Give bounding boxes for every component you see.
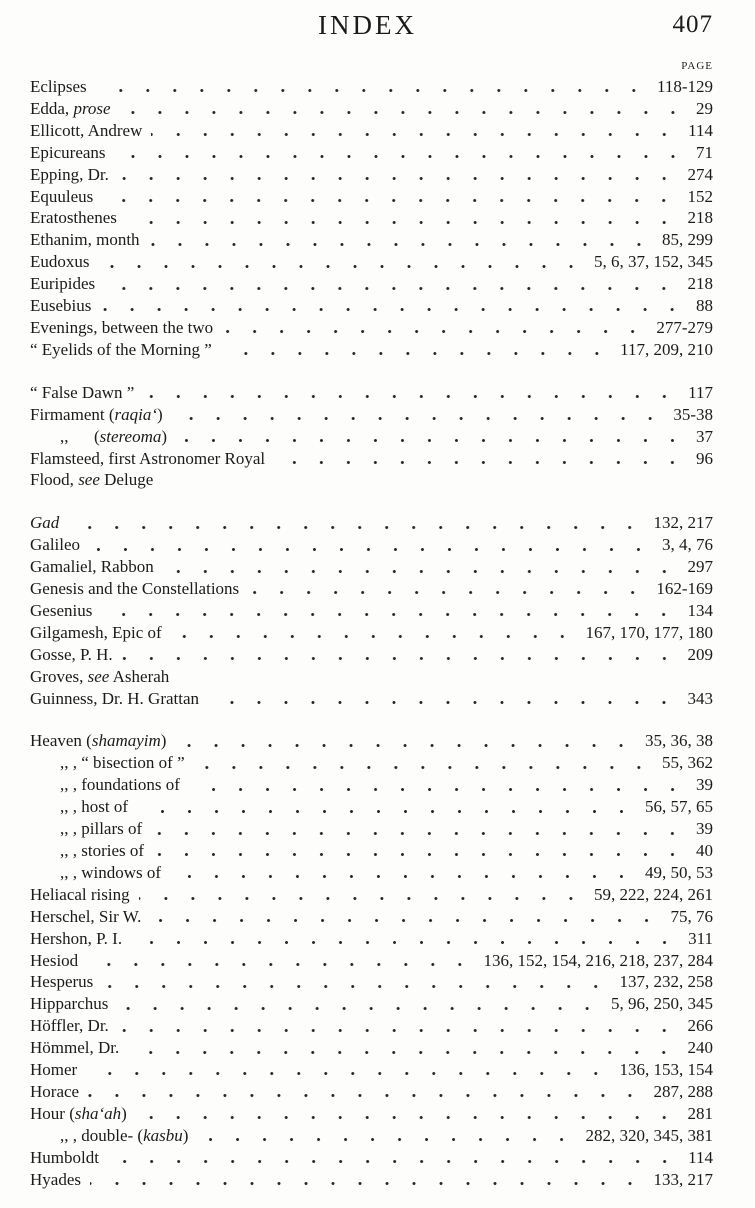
entry-pages: 59, 222, 224, 261 <box>594 884 713 904</box>
entry-label: ,, , “ bisection of ” <box>60 753 185 773</box>
entry-label: Gilgamesh, Epic of <box>30 622 162 642</box>
dot-leader <box>96 76 647 98</box>
index-entry <box>30 534 713 556</box>
entry-label: Flood, see Deluge <box>30 470 154 490</box>
entry-label: Eusebius <box>30 296 92 316</box>
page-number: 407 <box>672 11 713 38</box>
entry-label: Groves, see Asherah <box>30 666 170 686</box>
entry-pages: 209 <box>687 644 713 664</box>
page-column-label: PAGE <box>681 60 713 72</box>
entry-pages: 49, 50, 53 <box>645 862 713 882</box>
page-title: INDEX <box>318 10 418 40</box>
entry-label: Horace <box>30 1081 80 1101</box>
dot-leader <box>126 207 678 229</box>
index-entry <box>30 120 713 142</box>
entry-pages: 218 <box>687 274 713 294</box>
entry-label: Homer <box>30 1060 78 1080</box>
entry-pages: 287, 288 <box>653 1081 713 1101</box>
entry-label: Gad <box>30 513 60 533</box>
dot-leader <box>151 818 686 840</box>
index-entry <box>30 644 713 666</box>
index-entry <box>30 862 713 884</box>
index-entry <box>30 796 713 818</box>
entry-pages: 35-38 <box>673 404 713 424</box>
entry-label: Hesiod <box>30 950 79 970</box>
entry-label: ,, , stories of <box>60 841 145 860</box>
entry-label: ,, , host of <box>60 797 128 817</box>
entry-pages: 274 <box>687 164 713 184</box>
entry-label: Hyades <box>30 1169 81 1189</box>
entry-label: Hipparchus <box>30 994 109 1014</box>
entry-pages: 136, 153, 154 <box>619 1060 713 1080</box>
index-entry <box>30 142 713 164</box>
index-entry <box>30 273 713 295</box>
entry-pages: 133, 217 <box>653 1169 713 1189</box>
entry-pages: 311 <box>688 928 713 948</box>
entry-label: Eclipses <box>30 77 87 96</box>
dot-leader <box>120 98 686 120</box>
section-gap <box>30 709 713 730</box>
index-entry <box>30 993 713 1015</box>
dot-leader <box>68 512 643 534</box>
index-entry <box>30 207 713 229</box>
entry-pages: 343 <box>687 688 713 708</box>
dot-leader <box>88 1081 643 1103</box>
index-entry <box>30 98 713 120</box>
dot-leader <box>176 426 686 448</box>
dot-leader <box>115 142 686 164</box>
dot-leader <box>171 622 576 644</box>
section-gap <box>30 491 713 512</box>
index-entry <box>30 556 713 578</box>
index-entry <box>30 1103 713 1125</box>
dot-leader <box>221 339 610 361</box>
entry-label: Edda, prose <box>30 98 111 118</box>
index-entry <box>30 1125 713 1147</box>
dot-leader <box>136 1103 678 1125</box>
dot-leader <box>189 774 686 796</box>
index-entry <box>30 884 713 906</box>
entry-label: Galileo <box>30 535 81 555</box>
dot-leader <box>100 295 686 317</box>
index-entry <box>30 251 713 273</box>
dot-leader <box>104 273 677 295</box>
entry-pages: 117, 209, 210 <box>620 339 713 359</box>
index-entry <box>30 600 713 622</box>
entry-label: Eudoxus <box>30 252 90 272</box>
entry-pages: 281 <box>687 1103 713 1123</box>
index-entry <box>30 971 713 993</box>
entry-label: Eratosthenes <box>30 208 117 228</box>
entry-pages: 85, 299 <box>662 230 713 250</box>
dot-leader <box>222 317 646 339</box>
entry-label: “ Eyelids of the Morning ” <box>30 339 212 359</box>
dot-leader <box>139 884 584 906</box>
index-entry <box>30 1169 713 1191</box>
dot-leader <box>274 448 686 470</box>
entry-label: Ethanim, month <box>30 230 140 250</box>
dot-leader <box>101 600 677 622</box>
entry-label: Epicureans <box>30 142 106 162</box>
entry-label: Humboldt <box>30 1147 99 1167</box>
entry-label: Genesis and the Constellations <box>30 579 240 599</box>
entry-label: Hömmel, Dr. <box>30 1038 120 1058</box>
dot-leader <box>149 229 652 251</box>
entry-label: Guinness, Dr. H. Grattan <box>30 688 200 708</box>
dot-leader <box>194 752 652 774</box>
entry-pages: 37 <box>696 426 713 446</box>
entry-label: ,, , foundations of <box>60 775 180 795</box>
entry-label: ,, , double- (kasbu) <box>60 1125 189 1145</box>
entry-pages: 162-169 <box>656 579 713 599</box>
index-entry <box>30 1081 713 1103</box>
entry-pages: 5, 6, 37, 152, 345 <box>594 252 713 272</box>
entry-pages: 152 <box>687 186 713 206</box>
entry-pages: 137, 232, 258 <box>619 972 713 992</box>
index-entry <box>30 950 713 972</box>
index-entry <box>30 774 713 796</box>
entry-pages: 218 <box>687 208 713 228</box>
dot-leader <box>143 382 678 404</box>
index-entry <box>30 76 713 98</box>
index-entry <box>30 818 713 840</box>
index-entry <box>30 512 713 534</box>
entry-label: Gamaliel, Rabbon <box>30 557 154 577</box>
dot-leader <box>128 1037 677 1059</box>
entry-label: Equuleus <box>30 186 94 206</box>
entry-pages: 277-279 <box>656 317 713 337</box>
index-entry <box>30 295 713 317</box>
dot-leader <box>131 928 678 950</box>
entry-label: ,, (stereoma) <box>60 426 168 446</box>
index-entry <box>30 906 713 928</box>
entry-pages: 167, 170, 177, 180 <box>585 622 713 642</box>
dot-leader <box>89 534 652 556</box>
dot-leader <box>90 1169 644 1191</box>
entry-pages: 96 <box>696 448 713 468</box>
dot-leader <box>102 971 609 993</box>
index-entry <box>30 840 713 862</box>
section-gap <box>30 361 713 382</box>
dot-leader <box>87 950 473 972</box>
dot-leader <box>163 556 678 578</box>
entry-pages: 75, 76 <box>670 906 713 926</box>
dot-leader <box>86 1059 609 1081</box>
dot-leader <box>170 862 635 884</box>
index-entry <box>30 448 713 470</box>
entry-label: Gosse, P. H. <box>30 644 113 664</box>
index-entry <box>30 469 713 491</box>
entry-pages: 114 <box>688 1147 713 1167</box>
entry-label: Hour (sha‘ah) <box>30 1103 127 1123</box>
index-entry <box>30 730 713 752</box>
index-entry <box>30 404 713 426</box>
entry-label: Ellicott, Andrew <box>30 120 143 140</box>
index-entry <box>30 317 713 339</box>
entry-pages: 39 <box>696 819 713 839</box>
entry-label: Hesperus <box>30 972 94 992</box>
index-entry <box>30 186 713 208</box>
entry-label: Heliacal rising <box>30 884 130 904</box>
entry-pages: 29 <box>696 98 713 118</box>
entry-pages: 71 <box>696 142 713 162</box>
entry-pages: 136, 152, 154, 216, 218, 237, 284 <box>483 950 713 970</box>
entry-label: “ False Dawn ” <box>30 382 135 402</box>
entry-label: ,, , windows of <box>60 862 162 882</box>
entry-pages: 55, 362 <box>662 753 713 773</box>
entry-pages: 297 <box>687 557 713 577</box>
entry-pages: 114 <box>688 120 713 140</box>
entry-pages: 132, 217 <box>653 513 713 533</box>
entry-label: Heaven (shamayim) <box>30 731 167 751</box>
dot-leader <box>99 251 585 273</box>
index-entry <box>30 688 713 710</box>
entry-label: Flamsteed, first Astronomer Royal <box>30 448 266 468</box>
entry-pages: 39 <box>696 775 713 795</box>
dot-leader <box>117 993 601 1015</box>
dot-leader <box>172 404 664 426</box>
dot-leader <box>108 1147 678 1169</box>
index-entry <box>30 1015 713 1037</box>
index-entry <box>30 1059 713 1081</box>
entry-pages: 134 <box>687 600 713 620</box>
entry-pages: 5, 96, 250, 345 <box>611 994 713 1014</box>
dot-leader <box>208 688 677 710</box>
index-entry <box>30 339 713 361</box>
index-entry <box>30 928 713 950</box>
index-list <box>30 76 713 1191</box>
entry-pages: 282, 320, 345, 381 <box>585 1125 713 1145</box>
entry-pages: 266 <box>687 1016 713 1036</box>
entry-label: Epping, Dr. <box>30 164 109 184</box>
dot-leader <box>153 840 686 862</box>
page-header <box>30 10 713 52</box>
index-entry <box>30 1147 713 1169</box>
entry-label: Hershon, P. I. <box>30 928 123 948</box>
dot-leader <box>122 644 678 666</box>
dot-leader <box>197 1125 575 1147</box>
index-entry <box>30 752 713 774</box>
entry-label: ,, , pillars of <box>60 819 143 839</box>
dot-leader <box>102 186 677 208</box>
index-entry <box>30 578 713 600</box>
entry-pages: 240 <box>687 1038 713 1058</box>
index-entry <box>30 426 713 448</box>
dot-leader <box>118 1015 678 1037</box>
entry-pages: 88 <box>696 296 713 316</box>
entry-label: Evenings, between the two <box>30 317 214 337</box>
entry-label: Herschel, Sir W. <box>30 906 142 926</box>
entry-pages: 35, 36, 38 <box>645 731 713 751</box>
dot-leader <box>151 120 678 142</box>
index-entry <box>30 622 713 644</box>
entry-label: Euripides <box>30 274 96 294</box>
dot-leader <box>137 796 635 818</box>
entry-pages: 40 <box>696 841 713 860</box>
entry-label: Höffler, Dr. <box>30 1016 109 1036</box>
dot-leader <box>150 906 660 928</box>
index-entry <box>30 666 713 688</box>
index-entry <box>30 382 713 404</box>
index-entry <box>30 164 713 186</box>
index-entry <box>30 1037 713 1059</box>
dot-leader <box>248 578 646 600</box>
entry-label: Gesenius <box>30 600 93 620</box>
entry-pages: 3, 4, 76 <box>662 535 713 555</box>
entry-pages: 117 <box>688 382 713 402</box>
dot-leader <box>175 730 635 752</box>
entry-pages: 118-129 <box>656 77 713 96</box>
entry-pages: 56, 57, 65 <box>645 797 713 817</box>
dot-leader <box>118 164 678 186</box>
index-entry <box>30 229 713 251</box>
entry-label: Firmament (raqia‘) <box>30 404 163 424</box>
